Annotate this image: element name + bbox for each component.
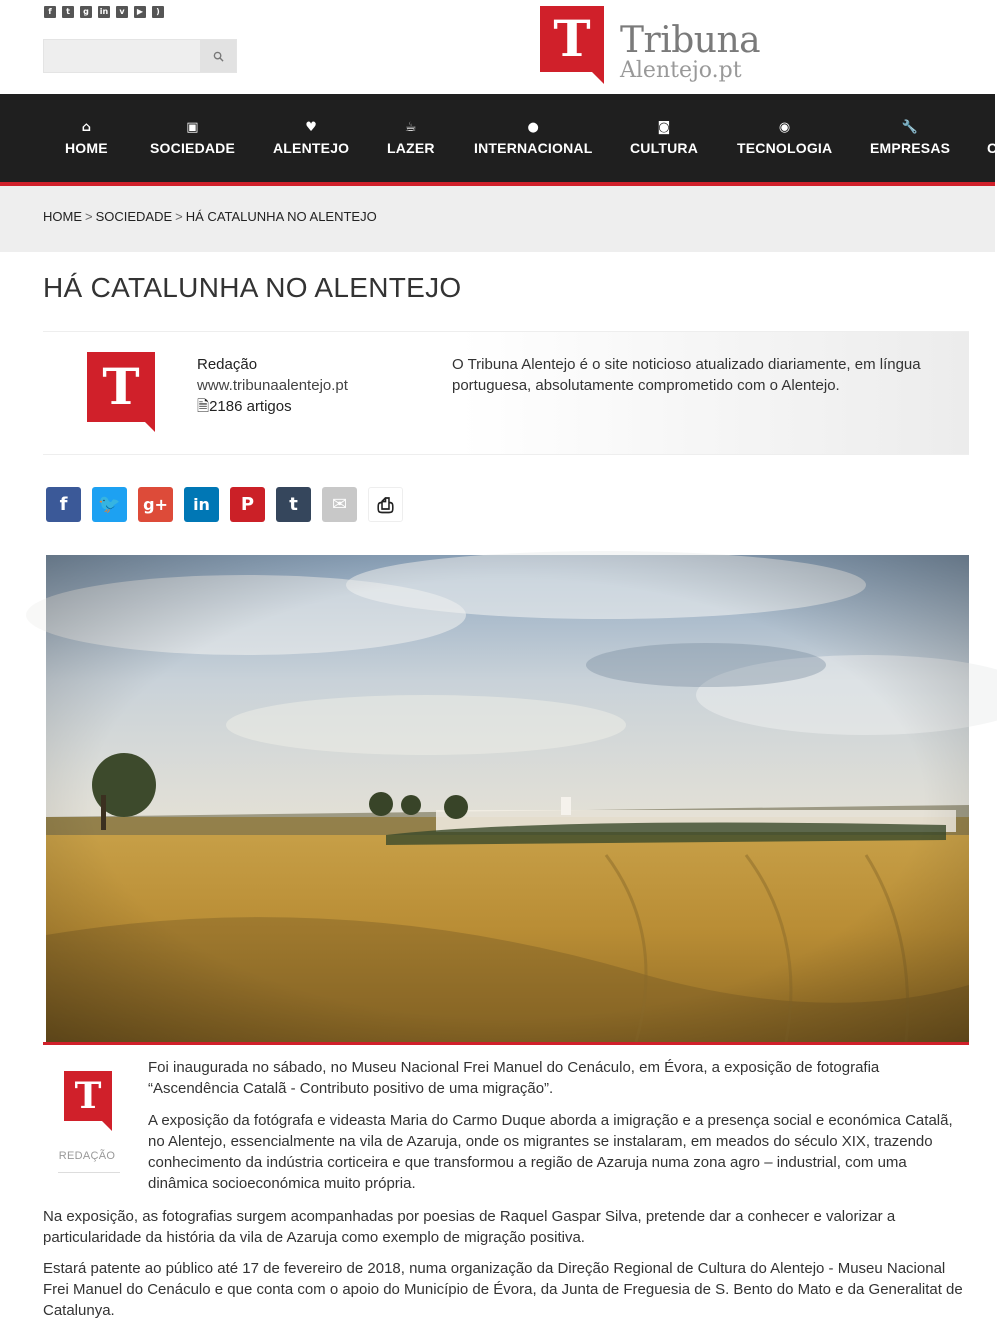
tumblr-icon: t: [289, 494, 298, 515]
search-icon: [213, 51, 224, 62]
rss-icon[interactable]: ): [152, 6, 164, 18]
nav-item-cultura[interactable]: [630, 120, 698, 156]
tumblr-share-button[interactable]: [276, 487, 311, 522]
nav-item-label: C: [987, 140, 997, 156]
social-links: [44, 6, 164, 18]
breadcrumb-current: HÁ CATALUNHA NO ALENTEJO: [185, 209, 377, 224]
pinterest-icon: P: [240, 494, 255, 515]
search-input[interactable]: [44, 40, 210, 72]
author-name[interactable]: Redação: [197, 356, 258, 373]
author-badge-logo: T: [64, 1071, 112, 1121]
search-button[interactable]: [200, 40, 236, 72]
document-icon: 🗎: [197, 398, 210, 415]
nav-item-label: LAZER: [387, 140, 435, 156]
email-icon: ✉: [331, 494, 348, 515]
vimeo-icon[interactable]: v: [116, 6, 128, 18]
nav-item-label: EMPRESAS: [870, 140, 951, 156]
landscape-photo: [46, 555, 969, 1042]
main-nav: [0, 94, 995, 186]
heart-icon: ♥: [305, 120, 318, 135]
page-title: HÁ CATALUNHA NO ALENTEJO: [43, 272, 462, 303]
linkedin-share-button[interactable]: [184, 487, 219, 522]
breadcrumb-home[interactable]: HOME: [43, 209, 82, 224]
nav-item-home[interactable]: [65, 120, 108, 156]
nav-item-tecnologia[interactable]: [737, 120, 832, 156]
youtube-icon[interactable]: ▶: [134, 6, 146, 18]
article-paragraph: Na exposição, as fotografias surgem acompanhadas por poesias de Raquel Gaspar Silva, pretende dar a conhecer e valorizar a particularidade da história da vila de Azaruja como exemplo de migração positiva.: [43, 1208, 896, 1246]
article-paragraph: Foi inaugurada no sábado, no Museu Nacional Frei Manuel do Cenáculo, em Évora, a exposição de fotografia “Ascendência Catalã - Contributo positivo de uma migração”.: [148, 1059, 880, 1097]
breadcrumb-separator: >: [175, 209, 183, 224]
author-bio: O Tribuna Alentejo é o site noticioso atualizado diariamente, em língua portuguesa, absolutamente comprometido com o Alentejo.: [452, 356, 921, 394]
site-logo[interactable]: [540, 6, 760, 84]
nav-item-label: SOCIEDADE: [150, 140, 236, 156]
article-paragraph: A exposição da fotógrafa e videasta Maria do Carmo Duque aborda a imigração e a presença social e económica Catalã, no Alentejo, essencialmente na vila de Azaruja, onde os migrantes se instalaram, em meados do século XIX, trazendo conhecimento da indústria corticeira e que transformou a região de Azaruja numa zona agro – industrial, com uma dinâmica socioeconómica muito própria.: [148, 1112, 953, 1192]
facebook-icon: f: [59, 494, 68, 515]
email-share-button[interactable]: [322, 487, 357, 522]
author-website[interactable]: www.tribunaalentejo.pt: [197, 377, 348, 394]
logo-mark: T: [540, 6, 604, 72]
google-plus-icon: g+: [143, 495, 168, 514]
author-badge-label: REDAÇÃO: [58, 1150, 116, 1162]
wrench-icon: 🔧: [901, 120, 919, 135]
author-article-count: 🗎2186 artigos: [197, 398, 292, 415]
google-plus-icon[interactable]: g: [80, 6, 92, 18]
facebook-icon[interactable]: f: [44, 6, 56, 18]
nav-item-label: HOME: [65, 140, 108, 156]
print-icon: ⎙: [377, 493, 394, 517]
twitter-icon[interactable]: t: [62, 6, 74, 18]
article-paragraph: Estará patente ao público até 17 de fevereiro de 2018, numa organização da Direção Regional de Cultura do Alentejo - Museu Nacional Frei Manuel do Cenáculo e que conta com o apoio do Município de Évora, da Junta de Freguesia de S. Bento do Mato e da Generalitat de Catalunya.: [43, 1260, 963, 1319]
breadcrumb: [0, 186, 995, 252]
nav-item-empresas[interactable]: [870, 120, 950, 156]
facebook-share-button[interactable]: [46, 487, 81, 522]
eye-icon: ◉: [778, 120, 791, 135]
instagram-icon: ◙: [657, 120, 671, 135]
nav-item-overflow[interactable]: [987, 120, 995, 156]
divider: [58, 1172, 120, 1173]
pinterest-share-button[interactable]: [230, 487, 265, 522]
breadcrumb-sociedade[interactable]: SOCIEDADE: [95, 209, 173, 224]
image-divider: [43, 1042, 969, 1045]
logo-text-tribuna: Tribuna: [620, 20, 761, 61]
print-button[interactable]: [368, 487, 403, 522]
search-box: [43, 39, 237, 73]
share-buttons: [46, 487, 403, 522]
logo-text-alentejo: Alentejo.pt: [620, 58, 742, 83]
nav-item-internacional[interactable]: [474, 120, 592, 156]
linkedin-icon: in: [193, 495, 210, 514]
nav-item-label: TECNOLOGIA: [737, 140, 833, 156]
nav-item-label: INTERNACIONAL: [474, 140, 593, 156]
nav-item-lazer[interactable]: [387, 120, 435, 156]
nav-item-label: ALENTEJO: [273, 140, 350, 156]
coffee-icon: ☕: [404, 120, 417, 135]
article-image: [46, 555, 969, 1042]
google-plus-share-button[interactable]: [138, 487, 173, 522]
nav-item-label: CULTURA: [630, 140, 699, 156]
author-avatar[interactable]: T: [87, 352, 155, 422]
briefcase-icon: ▣: [186, 120, 199, 135]
author-info: [197, 354, 348, 417]
linkedin-icon[interactable]: in: [99, 7, 109, 16]
breadcrumb-separator: >: [85, 209, 93, 224]
nav-item-sociedade[interactable]: [150, 120, 235, 156]
nav-item-alentejo[interactable]: [273, 120, 349, 156]
globe-icon: ●: [527, 120, 540, 135]
home-icon: ⌂: [81, 120, 92, 135]
twitter-icon: 🐦: [98, 494, 121, 515]
twitter-share-button[interactable]: [92, 487, 127, 522]
